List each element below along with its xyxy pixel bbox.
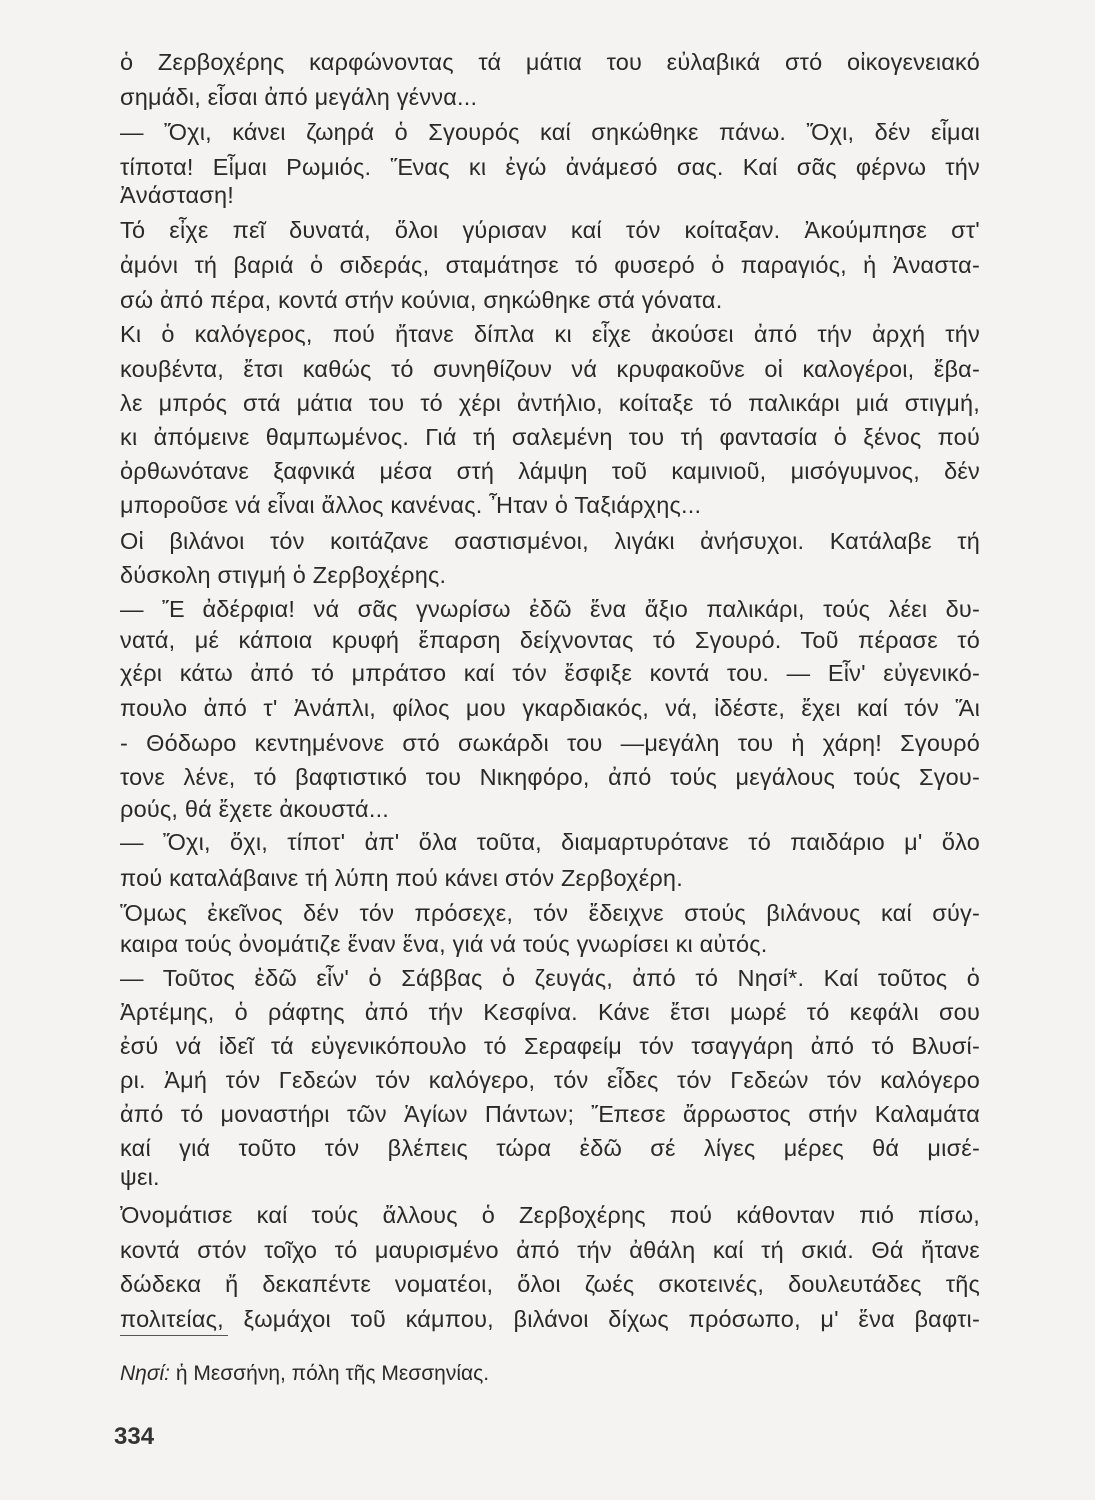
text-line: ρούς, θά ἔχετε ἀκουστά... — [120, 796, 390, 822]
text-line: - Θόδωρο κεντημένονε στό σωκάρδι του —μεγάλη του ἡ χάρη! Σγουρό — [120, 730, 980, 756]
text-line: δύσκολη στιγμή ὁ Ζερβοχέρης. — [120, 562, 447, 588]
text-line: — Ἔ ἀδέρφια! νά σᾶς γνωρίσω ἐδῶ ἕνα ἄξιο παλικάρι, τούς λέει δυ- — [120, 596, 980, 622]
text-line: Τό εἶχε πεῖ δυνατά, ὅλοι γύρισαν καί τόν κοίταξαν. Ἀκούμπησε στ' — [120, 217, 980, 243]
text-line: Ἀνάσταση! — [120, 182, 234, 208]
text-line: ἐσύ νά ἰδεῖ τά εὐγενικόπουλο τό Σεραφείμ τόν τσαγγάρη ἀπό τό Βλυσί- — [120, 1033, 980, 1059]
text-line: Ὅμως ἐκεῖνος δέν τόν πρόσεχε, τόν ἔδειχνε στούς βιλάνους καί σύγ- — [120, 900, 980, 926]
text-line: δώδεκα ἤ δεκαπέντε νοματέοι, ὅλοι ζωές σκοτεινές, δουλευτάδες τῆς — [120, 1271, 980, 1297]
text-line: νατά, μέ κάποια κρυφή ἔπαρση δείχνοντας τό Σγουρό. Τοῦ πέρασε τό — [120, 627, 980, 653]
text-line: καί γιά τοῦτο τόν βλέπεις τώρα ἐδῶ σέ λίγες μέρες θά μισέ- — [120, 1135, 980, 1161]
text-line: κοντά στόν τοῖχο τό μαυρισμένο ἀπό τήν ἀθάλη καί τή σκιά. Θά ἤτανε — [120, 1237, 980, 1263]
text-line: πού καταλάβαινε τή λύπη πού κάνει στόν Ζερβοχέρη. — [120, 865, 683, 891]
footnote-divider — [120, 1335, 228, 1336]
text-line: ὀρθωνότανε ξαφνικά μέσα στή λάμψη τοῦ καμινιοῦ, μισόγυμνος, δέν — [120, 458, 980, 484]
text-line: κουβέντα, ἔτσι καθώς τό συνηθίζουν νά κρυφακοῦνε οἱ καλογέροι, ἔβα- — [120, 356, 980, 382]
text-line: Κι ὁ καλόγερος, πού ἤτανε δίπλα κι εἶχε ἀκούσει ἀπό τήν ἀρχή τήν — [120, 321, 980, 347]
text-line: πουλο ἀπό τ' Ἀνάπλι, φίλος μου γκαρδιακός, νά, ἰδέστε, ἔχει καί τόν Ἅι — [120, 695, 980, 721]
text-line: λε μπρός στά μάτια του τό χέρι ἀντήλιο, κοίταξε τό παλικάρι μιά στιγμή, — [120, 390, 980, 416]
text-line: Ἀρτέμης, ὁ ράφτης ἀπό τήν Κεσφίνα. Κάνε ἔτσι μωρέ τό κεφάλι σου — [120, 999, 980, 1025]
text-line: Ὀνομάτισε καί τούς ἄλλους ὁ Ζερβοχέρης πού κάθονταν πιό πίσω, — [120, 1202, 980, 1228]
text-line: πολιτείας, ξωμάχοι τοῦ κάμπου, βιλάνοι δίχως πρόσωπο, μ' ἕνα βαφτι- — [120, 1306, 980, 1332]
text-line: ὁ Ζερβοχέρης καρφώνοντας τά μάτια του εὐλαβικά στό οἰκογενειακό — [120, 49, 980, 75]
text-line: μποροῦσε νά εἶναι ἄλλος κανένας. Ἦταν ὁ Ταξιάρχης... — [120, 492, 702, 518]
text-line: ρι. Ἀμή τόν Γεδεών τόν καλόγερο, τόν εἶδες τόν Γεδεών τόν καλόγερο — [120, 1067, 980, 1093]
footnote — [120, 1361, 489, 1387]
text-line: ἀμόνι τή βαριά ὁ σιδεράς, σταμάτησε τό φυσερό ὁ παραγιός, ἡ Ἀναστα- — [120, 252, 980, 278]
text-line: — Τοῦτος ἐδῶ εἶν' ὁ Σάββας ὁ ζευγάς, ἀπό τό Νησί*. Καί τοῦτος ὁ — [120, 965, 980, 991]
text-line: σημάδι, εἶσαι ἀπό μεγάλη γέννα... — [120, 84, 478, 110]
text-line: χέρι κάτω ἀπό τό μπράτσο καί τόν ἔσφιξε κοντά του. — Εἶν' εὐγενικό- — [120, 660, 980, 686]
text-line: σώ ἀπό πέρα, κοντά στήν κούνια, σηκώθηκε στά γόνατα. — [120, 287, 723, 313]
text-line: τίποτα! Εἶμαι Ρωμιός. Ἕνας κι ἐγώ ἀνάμεσό σας. Καί σᾶς φέρνω τήν — [120, 154, 980, 180]
text-line: τονε λένε, τό βαφτιστικό του Νικηφόρο, ἀπό τούς μεγάλους τούς Σγου- — [120, 764, 980, 790]
footnote-term: Νησί: — [120, 1362, 170, 1385]
text-line: καιρα τούς ὀνομάτιζε ἕναν ἕνα, γιά νά τούς γνωρίσει κι αὐτός. — [120, 931, 768, 957]
text-line: Οἱ βιλάνοι τόν κοιτάζανε σαστισμένοι, λιγάκι ἀνήσυχοι. Κατάλαβε τή — [120, 528, 980, 554]
text-line: ψει. — [120, 1164, 160, 1190]
text-line: ἀπό τό μοναστήρι τῶν Ἁγίων Πάντων; Ἔπεσε ἄρρωστος στήν Καλαμάτα — [120, 1101, 980, 1127]
page-number: 334 — [114, 1423, 155, 1450]
footnote-text: ἡ Μεσσήνη, πόλη τῆς Μεσσηνίας. — [175, 1362, 490, 1385]
text-line: — Ὄχι, κάνει ζωηρά ὁ Σγουρός καί σηκώθηκε πάνω. Ὄχι, δέν εἶμαι — [120, 119, 980, 145]
text-line: — Ὄχι, ὄχι, τίποτ' ἀπ' ὅλα τοῦτα, διαμαρτυρότανε τό παιδάριο μ' ὅλο — [120, 829, 980, 855]
text-line: κι ἀπόμεινε θαμπωμένος. Γιά τή σαλεμένη του τή φαντασία ὁ ξένος πού — [120, 424, 980, 450]
